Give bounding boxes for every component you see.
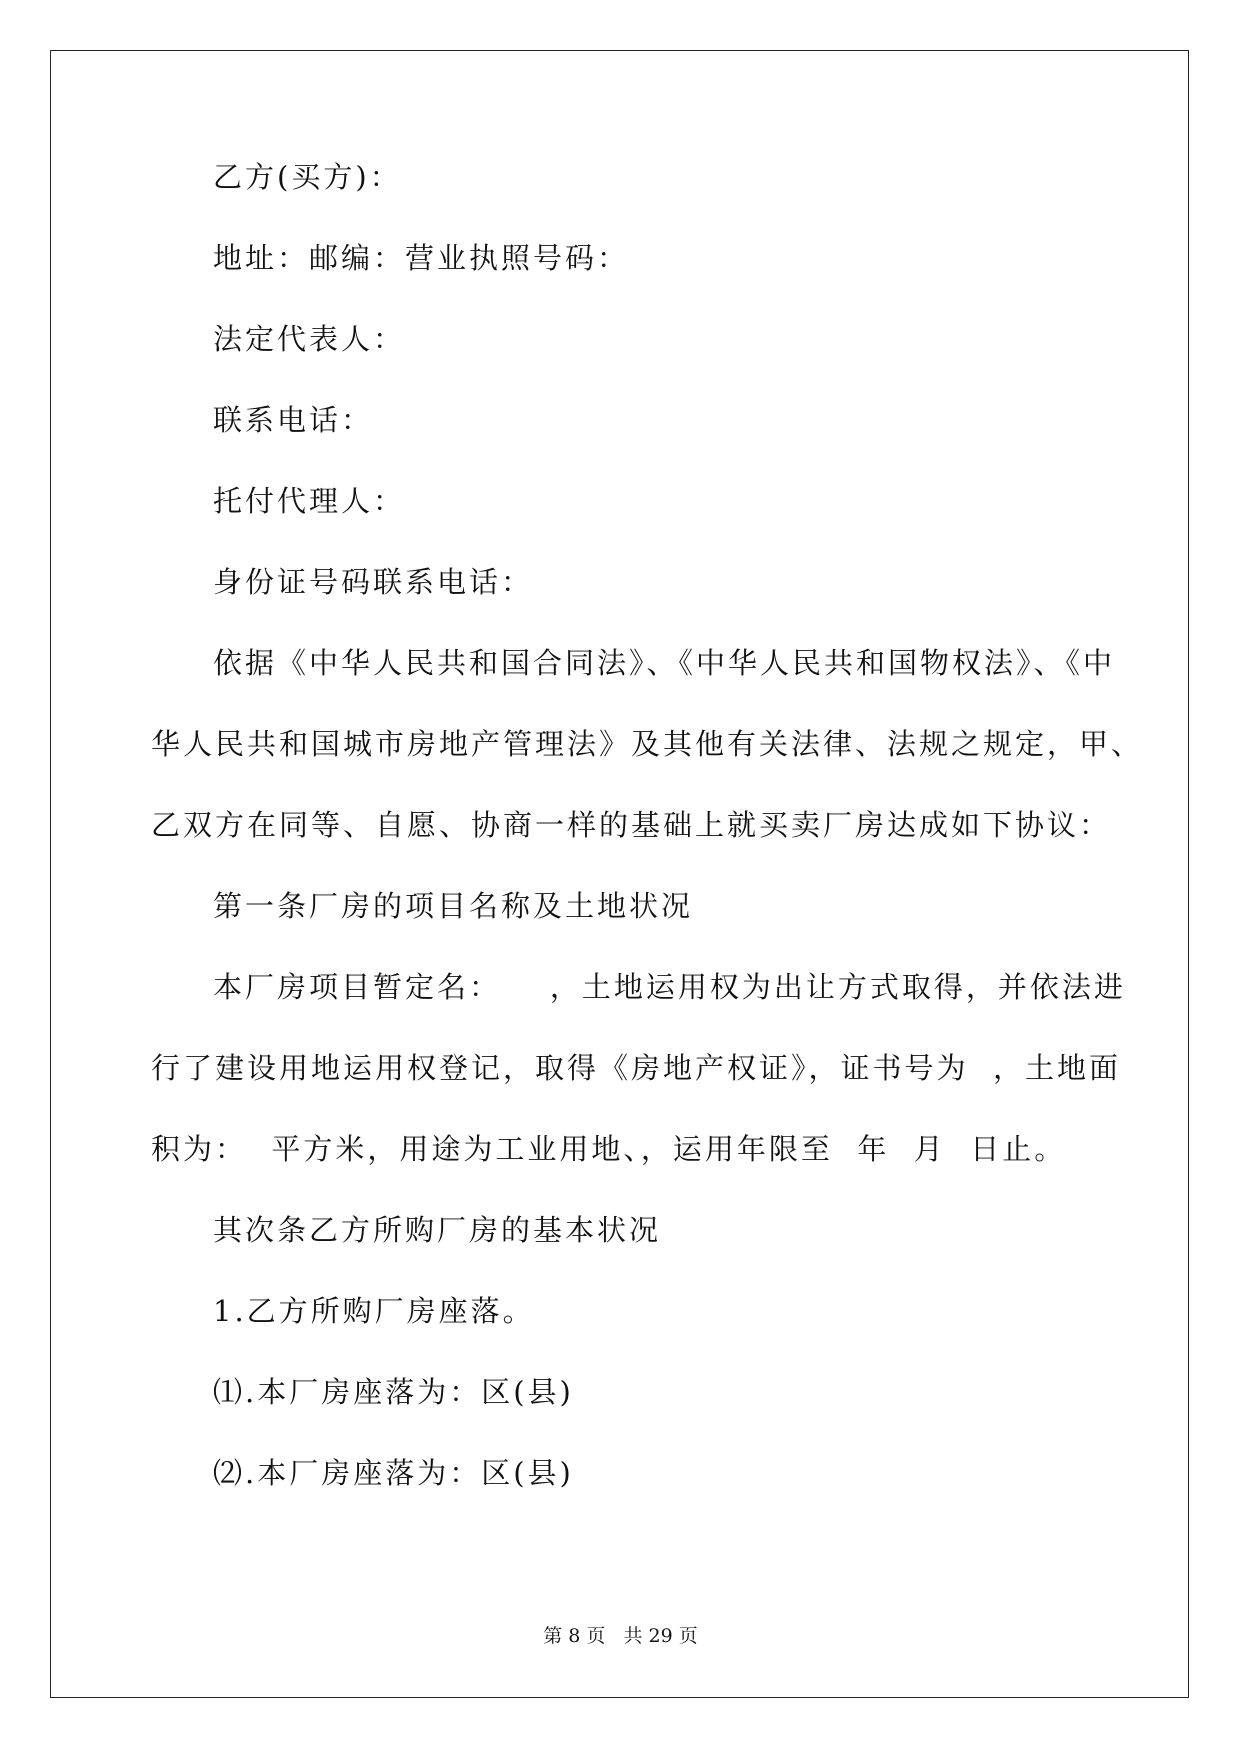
paragraph-project-line-3: 积为： 平方米，用途为工业用地、，运用年限至 年 月 日止。 [151,1132,1067,1166]
address-line: 地址：邮编：营业执照号码： [213,241,630,275]
contact-phone-line: 联系电话： [213,403,374,437]
paragraph-project-line-1: 本厂房项目暂定名： ，土地运用权为出让方式取得，并依法进 [213,970,1126,1004]
legal-representative-line: 法定代表人： [213,322,406,356]
paragraph-legal-basis-line-3: 乙双方在同等、自愿、协商一样的基础上就买卖厂房达成如下协议： [151,808,1112,842]
item-1-1-line: ⑴.本厂房座落为：区(县) [213,1375,574,1409]
id-number-line: 身份证号码联系电话： [213,565,534,599]
item-1-line: 1.乙方所购厂房座落。 [213,1294,535,1328]
page-number-footer: 第 8 页 共 29 页 [543,1625,698,1647]
paragraph-legal-basis-line-2: 华人民共和国城市房地产管理法》及其他有关法律、法规之规定，甲、 [151,727,1144,761]
article-2-heading: 其次条乙方所购厂房的基本状况 [213,1213,662,1247]
agent-line: 托付代理人： [213,484,406,518]
article-1-heading: 第一条厂房的项目名称及土地状况 [213,889,694,923]
party-b-buyer-line: 乙方(买方)： [213,160,402,194]
page-border [50,50,1189,1698]
paragraph-project-line-2: 行了建设用地运用权登记，取得《房地产权证》，证书号为 ，土地面 [151,1051,1121,1085]
paragraph-legal-basis-line-1: 依据《中华人民共和国合同法》、《中华人民共和国物权法》、《中 [213,646,1116,680]
item-1-2-line: ⑵.本厂房座落为：区(县) [213,1456,574,1490]
